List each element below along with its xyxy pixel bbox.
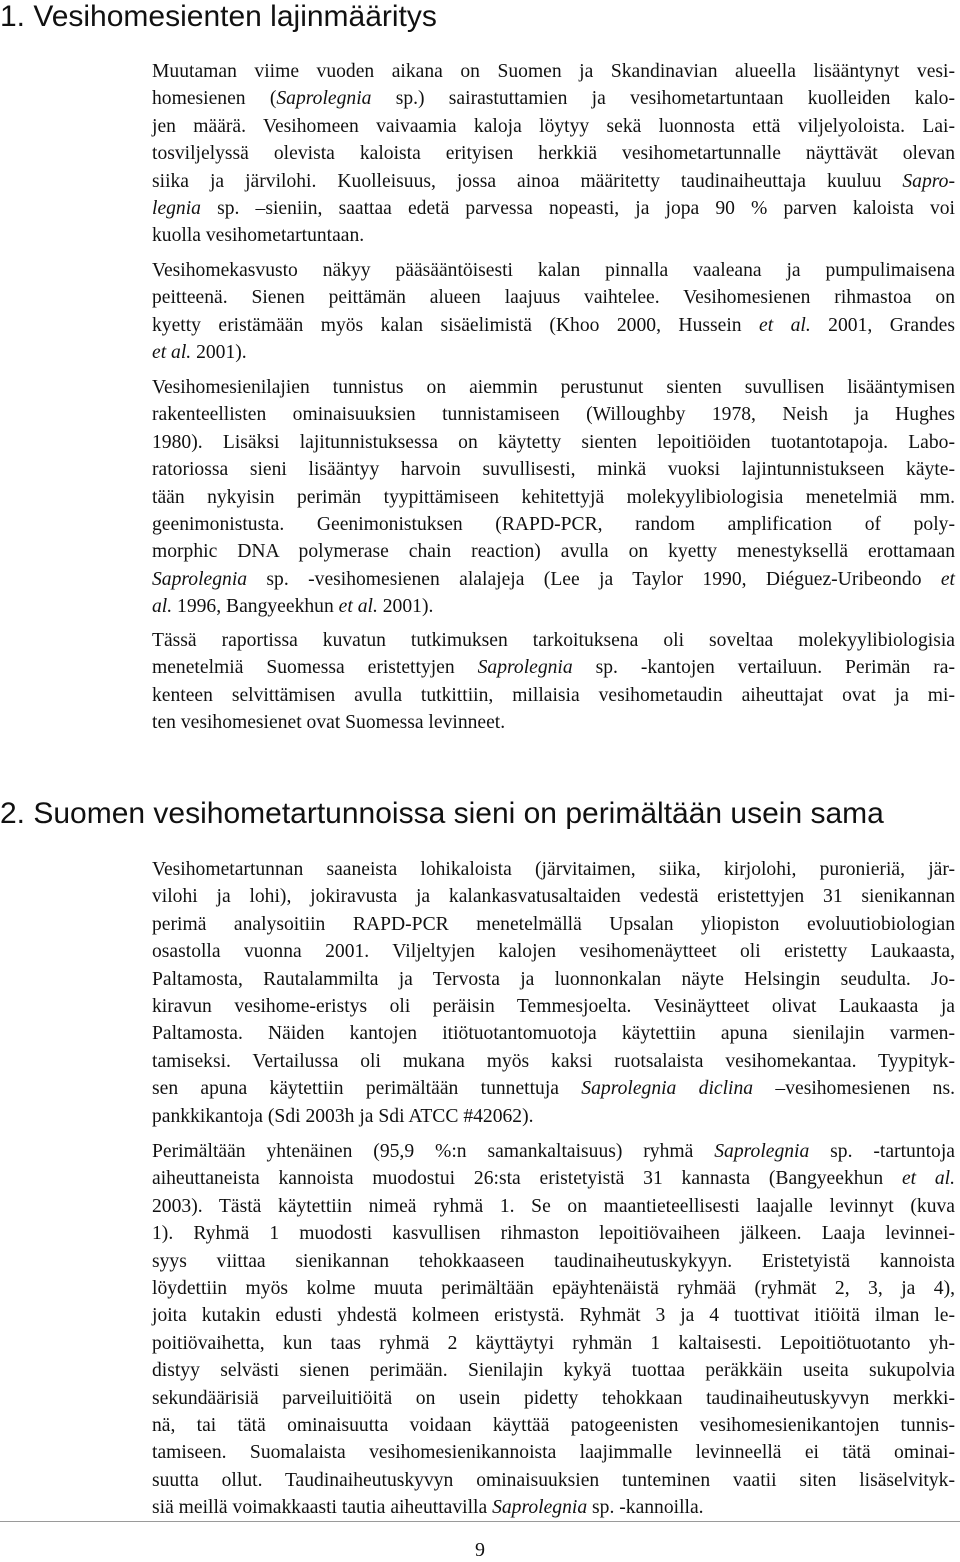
text-run: ten vesihomesienet ovat Suomessa levinneet. (152, 712, 506, 734)
italic-text: et al. (901, 1168, 956, 1190)
text-line (152, 1302, 955, 1329)
text-run: rakenteellisten ominaisuuksien tunnistamiseen (Willoughby 1978, Neish ja Hughes (152, 404, 955, 426)
text-line (152, 1248, 955, 1275)
text-run: geenimonistusta. Geenimonistuksen (RAPD-PCR, random amplification of poly- (152, 514, 955, 536)
text-run: tosviljelyssä olevista kaloista erityisen herkkiä vesihometartunnalle näyttävät olevan (152, 143, 955, 165)
text-line (152, 339, 955, 366)
footer-divider (0, 1521, 960, 1522)
text-run: 1980). Lisäksi lajitunnistuksessa on käytetty sienten lepoitiöiden tuotantotapoja. Labo- (152, 431, 955, 453)
text-line (152, 856, 955, 883)
text-line (152, 938, 955, 965)
text-line (152, 1412, 955, 1439)
text-run: suutta ollut. Taudinaiheutuskyvyn ominaisuuksien tunteminen vaatii siten lisäselvityk- (152, 1469, 955, 1491)
text-line (152, 312, 955, 339)
italic-text: Saprolegnia diclina (581, 1078, 754, 1100)
paragraph (152, 856, 955, 1130)
text-run: 2003). Tästä käytettiin nimeä ryhmä 1. Se on maantieteellisesti laajalle levinnyt (kuva (152, 1195, 955, 1217)
page-number: 9 (475, 1539, 485, 1561)
text-line (152, 654, 955, 681)
italic-text: Saprolegnia (276, 88, 372, 110)
text-run: sp. -vesihomesienen alalajeja (Lee ja Taylor 1990, Diéguez-Uribeondo (247, 568, 941, 590)
text-run: kyetty eristämään myös kalan sisäelimistä (Khoo 2000, Hussein (152, 314, 759, 336)
italic-text: et al. (152, 342, 192, 364)
text-run: syys viittaa sienikannan tehokkaaseen taudinaiheutuskykyyn. Eristetyistä kannoista (152, 1250, 955, 1272)
text-run: 2001). (377, 596, 434, 618)
italic-text: et al. (338, 596, 378, 618)
paragraph (152, 257, 955, 367)
text-run: sp. -tartuntoja (809, 1141, 955, 1162)
text-run: perimä analysoitiin RAPD-PCR menetelmällä Upsalan yliopiston evoluutiobiologian (152, 913, 955, 935)
text-run: Vesihomekasvusto näkyy pääsääntöisesti kalan pinnalla vaaleana ja pumpulimaisena (152, 260, 955, 281)
text-run: aiheuttaneista kannoista muodostui 26:sta eristetyistä 31 kannasta (Bangyeekhun (152, 1168, 902, 1190)
text-run: kiravun vesihome-eristys oli peräisin Temmesjoelta. Vesinäytteet olivat Laukaasta ja (152, 996, 955, 1018)
text-line (152, 1193, 955, 1220)
text-run: Perimältään yhtenäinen (95,9 %:n samankaltaisuus) ryhmä (152, 1141, 715, 1162)
text-line (152, 709, 955, 736)
text-line (152, 456, 955, 483)
text-run: pankkikantoja (Sdi 2003h ja Sdi ATCC #42062). (152, 1105, 534, 1127)
text-run: poitiövaihetta, kun taas ryhmä 2 käyttäytyi ryhmän 1 kaltaisesti. Lepoitiötuotanto yh- (152, 1332, 955, 1354)
text-line (152, 911, 955, 938)
text-run: tamiseksi. Vertailussa oli mukana myös kaksi ruotsalaista vesihomekantaa. Tyypityk- (152, 1050, 955, 1072)
text-line (152, 85, 955, 112)
text-run: vilohi ja lohi), jokiravusta ja kalankasvatusaltaiden vedestä eristettyjen 31 sienikannan (152, 886, 955, 908)
text-line (152, 1048, 955, 1075)
text-run: ratoriossa sieni lisääntyy harvoin suvullisesti, minkä vuoksi lajintunnistukseen käyte- (152, 459, 955, 481)
text-run: tään nykyisin perimän tyypittämiseen kehitettyjä molekyylibiologisia menetelmiä mm. (152, 486, 955, 508)
text-line (152, 374, 955, 401)
text-run: joita kutakin edusti yhdestä kolmeen eristystä. Ryhmät 3 ja 4 tuottivat itiöitä ilman le- (152, 1305, 955, 1327)
text-line (152, 627, 955, 654)
text-line (152, 1220, 955, 1247)
text-run: morphic DNA polymerase chain reaction) avulla on kyetty menestyksellä erottamaan (152, 541, 955, 563)
italic-text: Saprolegnia (714, 1141, 810, 1162)
text-run: siä meillä voimakkaasti tautia aiheuttavilla (152, 1497, 493, 1519)
italic-text: legnia (152, 198, 201, 220)
text-run: löydettiin myös kolme muuta perimältään epäyhtenäistä ryhmää (ryhmät 2, 3, ja 4), (152, 1278, 955, 1300)
text-run: menetelmiä Suomessa eristettyjen (152, 657, 478, 679)
paragraph (152, 1138, 955, 1522)
text-line (152, 113, 955, 140)
text-line (152, 401, 955, 428)
paragraph (152, 374, 955, 621)
italic-text: Saprolegnia (492, 1497, 588, 1519)
paragraph (152, 58, 955, 250)
text-line (152, 195, 955, 222)
text-run: Muutaman viime vuoden aikana on Suomen ja Skandinavian alueella lisääntynyt vesi- (152, 61, 955, 82)
text-run: osastolla vuonna 2001. Viljeltyjen kalojen vesihomenäytteet oli eristetty Laukaasta, (152, 941, 955, 963)
text-line (152, 1138, 955, 1165)
text-run: 1996, Bangyeekhun (172, 596, 339, 618)
text-line (152, 429, 955, 456)
text-run: sp. –sieniin, saattaa edetä parvessa nopeasti, ja jopa 90 % parven kaloista voi (200, 198, 955, 220)
text-run: homesienen ( (152, 88, 277, 110)
italic-text: et (940, 568, 955, 590)
text-run: kuolla vesihometartuntaan. (152, 225, 365, 247)
text-line (152, 593, 955, 620)
italic-text: Sapro- (902, 170, 955, 192)
text-run: 2001). (191, 342, 247, 364)
text-line (152, 284, 955, 311)
text-line (152, 1020, 955, 1047)
text-line (152, 222, 955, 249)
text-run: Tässä raportissa kuvatun tutkimuksen tarkoituksena oli soveltaa molekyylibiologisia (152, 630, 955, 651)
text-run: Vesihometartunnan saaneista lohikaloista (järvitaimen, siika, kirjolohi, puronieriä, jär- (152, 859, 955, 880)
text-line (152, 511, 955, 538)
text-line (152, 1330, 955, 1357)
text-line (152, 682, 955, 709)
text-line (152, 993, 955, 1020)
text-line (152, 883, 955, 910)
text-line (152, 484, 955, 511)
text-run: sp.) sairastuttamien ja vesihometartuntaan kuolleiden kalo- (371, 88, 955, 110)
text-line (152, 1103, 955, 1130)
text-run: nä, tai tätä ominaisuutta voidaan käyttää patogeenisten vesihomesienikantojen tunnis- (152, 1415, 955, 1437)
text-run: peitteenä. Sienen peittämän alueen laajuus vaihtelee. Vesihomesienen rihmastoa on (152, 287, 955, 309)
italic-text: Saprolegnia (477, 657, 573, 679)
text-line (152, 1467, 955, 1494)
text-line (152, 58, 955, 85)
italic-text: al. (152, 596, 173, 618)
italic-text: Saprolegnia (152, 568, 248, 590)
text-line (152, 140, 955, 167)
text-run: tamiseen. Suomalaista vesihomesienikannoista laajimmalle levinneellä ei tätä ominai- (152, 1442, 955, 1464)
text-run: sekundäärisiä parveiluitiöitä on usein pidetty tehokkaan taudinaiheutuskyvyn merkki- (152, 1387, 955, 1409)
text-run: Paltamosta, Rautalammilta ja Tervosta ja luonnonkalan näyte Helsingin seudulta. Jo- (152, 968, 955, 990)
text-line (152, 538, 955, 565)
text-line (152, 1075, 955, 1102)
text-line (152, 566, 955, 593)
text-run: 1). Ryhmä 1 muodosti kasvullisen rihmaston lepoitiövaiheen jälkeen. Laaja levinnei- (152, 1223, 955, 1245)
text-line (152, 1439, 955, 1466)
text-run: jen määrä. Vesihomeen vaivaamia kaloja löytyy sekä luonnosta että viljelyoloista. Lai- (152, 115, 955, 137)
text-run: –vesihomesienen ns. (753, 1078, 955, 1100)
section-heading-1: 1. Vesihomesienten lajinmääritys (0, 0, 437, 33)
text-run: sp. -kantojen vertailuun. Perimän ra- (572, 657, 955, 679)
text-run: 2001, Grandes (810, 314, 955, 336)
text-run: distyy selvästi sienen perimään. Sienilajin kykyä tuottaa peräkkäin useita sukupolvia (152, 1360, 955, 1382)
text-line (152, 168, 955, 195)
text-line (152, 257, 955, 284)
text-run: Vesihomesienilajien tunnistus on aiemmin perustunut sienten suvullisen lisääntymisen (152, 377, 955, 398)
italic-text: et al. (759, 314, 811, 336)
text-run: sp. -kannoilla. (587, 1497, 704, 1519)
text-run: siika ja järvilohi. Kuolleisuus, jossa ainoa määritetty taudinaiheuttaja kuuluu (152, 170, 903, 192)
text-line (152, 1494, 955, 1521)
paragraph (152, 627, 955, 737)
text-line (152, 966, 955, 993)
text-run: sen apuna käytettiin perimältään tunnettuja (152, 1078, 582, 1100)
text-line (152, 1275, 955, 1302)
text-run: Paltamosta. Näiden kantojen itiötuotantomuotoja käytettiin apuna sienilajin varmen- (152, 1023, 955, 1045)
text-line (152, 1357, 955, 1384)
text-run: kenteen selvittämisen avulla tutkittiin, millaisia vesihometaudin aiheuttajat ovat ja mi- (152, 684, 955, 706)
text-line (152, 1385, 955, 1412)
text-line (152, 1165, 955, 1192)
section-heading-2: 2. Suomen vesihometartunnoissa sieni on perimältään usein sama (0, 797, 884, 830)
